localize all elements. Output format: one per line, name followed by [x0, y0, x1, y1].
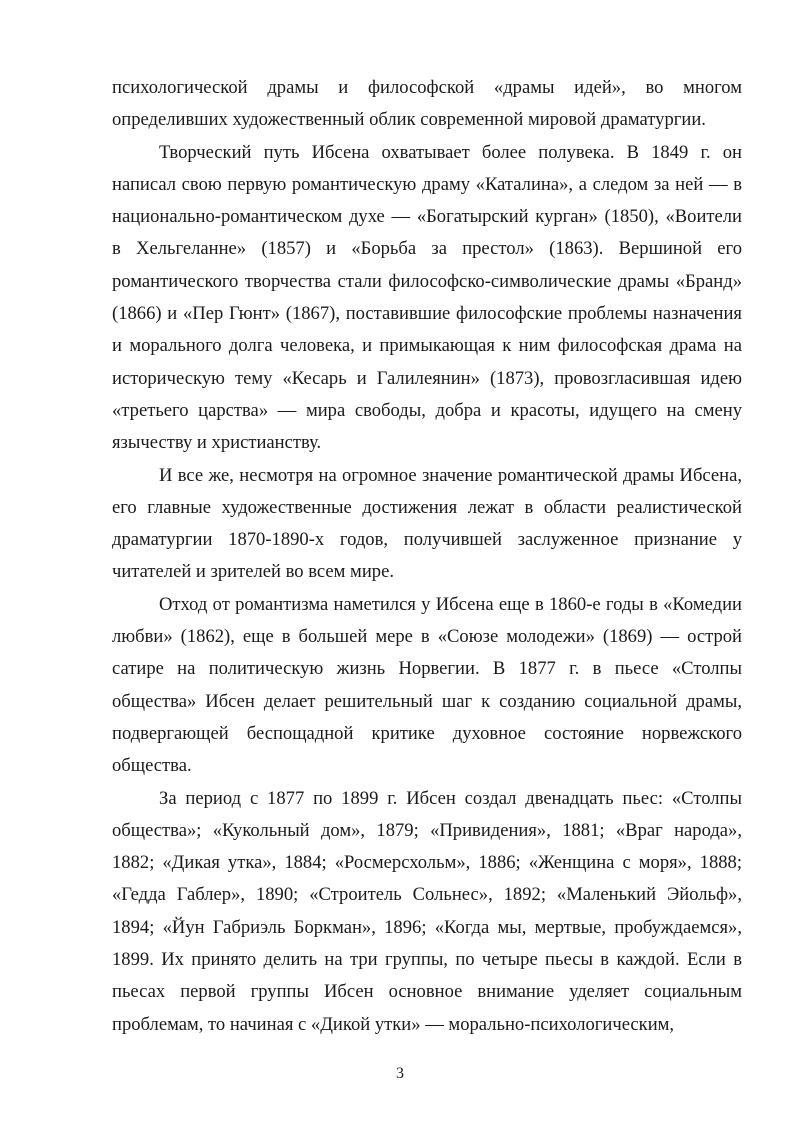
- paragraph-departure-romanticism: Отход от романтизма наметился у Ибсена еще в 1860-е годы в «Комедии любви» (1862), еще в большей мере в «Союзе молодежи» (1869) — острой сатире на политическую жизнь Норвегии. В 1877 г. в пьесе «Столпы общества» Ибсен делает решительный шаг к созданию социальной драмы, подвергающей беспощадной критике духовное состояние норвежского общества.: [112, 593, 742, 777]
- paragraph-creative-path: Творческий путь Ибсена охватывает более полувека. В 1849 г. он написал свою первую романтическую драму «Каталина», а следом за ней — в национально-романтическом духе — «Богатырский курган» (1850), «Воители в Хельгеланне» (1857) и «Борьба за престол» (1863). Вершиной его романтического творчества стали философско-символические драмы «Бранд» (1866) и «Пер Гюнт» (1867), поставившие философские проблемы назначения и морального долга человека, и примыкающая к ним философская драма на историческую тему «Кесарь и Галилеянин» (1873), провозгласившая идею «третьего царства» — мира свободы, добра и красоты, идущего на смену язычеству и христианству.: [112, 141, 742, 454]
- document-body: [112, 72, 742, 1041]
- page-number: 3: [396, 1065, 404, 1082]
- paragraph-twelve-plays: За период с 1877 по 1899 г. Ибсен создал двенадцать пьес: «Столпы общества»; «Кукольный дом», 1879; «Привидения», 1881; «Враг народа», 1882; «Дикая утка», 1884; «Росмерсхольм», 1886; «Женщина с моря», 1888; «Гедда Габлер», 1890; «Строитель Сольнес», 1892; «Маленький Эйольф», 1894; «Йун Габриэль Боркман», 1896; «Когда мы, мертвые, пробуждаемся», 1899. Их принято делить на три группы, по четыре пьесы в каждой. Если в пьесах первой группы Ибсен основное внимание уделяет социальным проблемам, то начиная с «Дикой утки» — морально-психологическим,: [112, 787, 742, 1035]
- paragraph-realistic-drama: И все же, несмотря на огромное значение романтической драмы Ибсена, его главные художественные достижения лежат в области реалистической драматургии 1870-1890-х годов, получившей заслуженное признание у читателей и зрителей во всем мире.: [112, 464, 742, 583]
- paragraph-continuation: психологической драмы и философской «драмы идей», во многом определивших художественный облик современной мировой драматургии.: [112, 77, 742, 131]
